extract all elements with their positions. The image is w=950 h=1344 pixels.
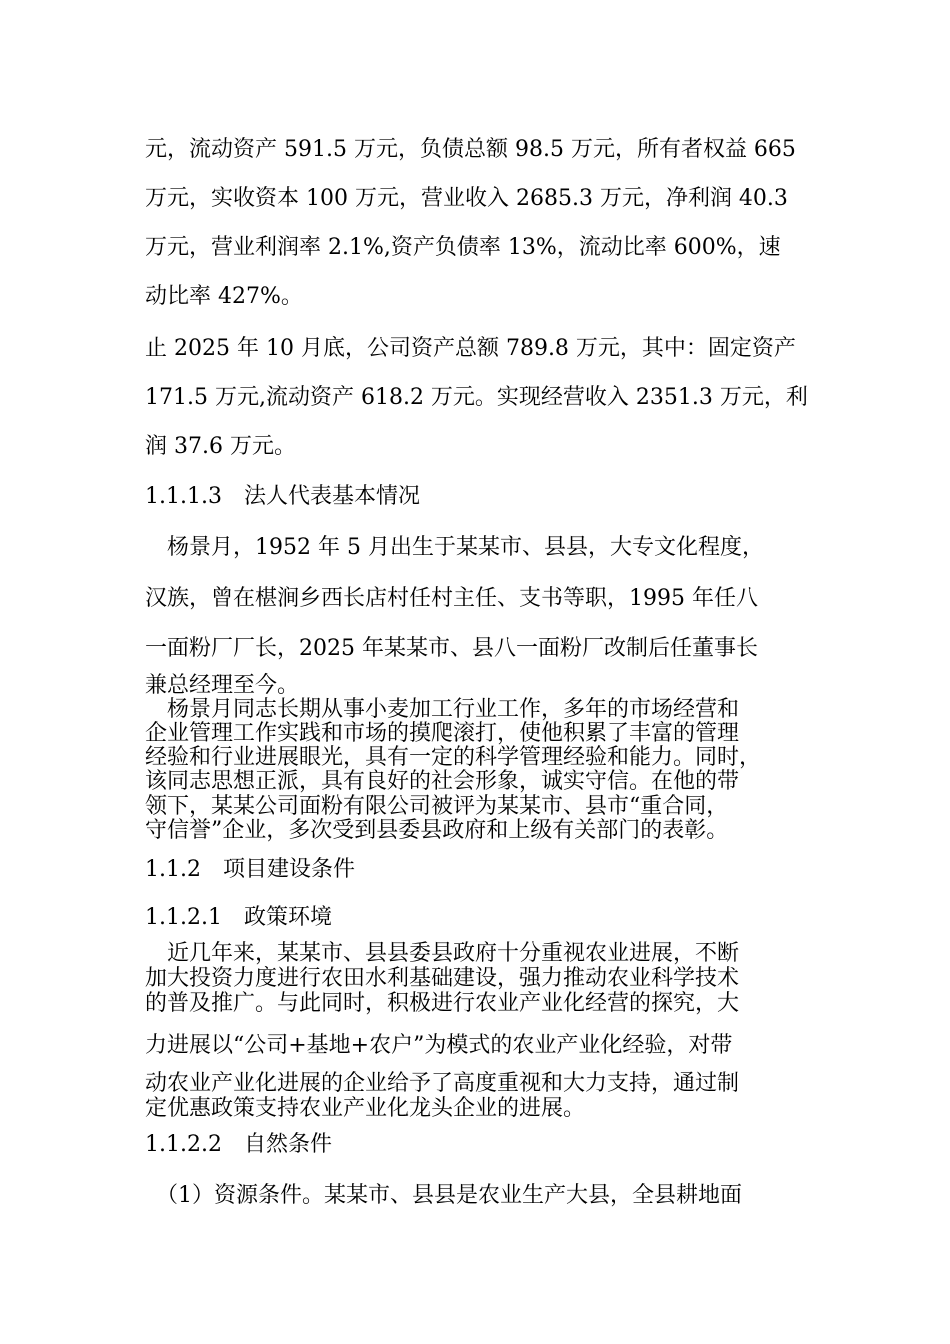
- text-line: 定优惠政策支持农业产业化龙头企业的进展。: [145, 1096, 586, 1121]
- section-heading: 1.1.2 项目建设条件: [145, 857, 355, 882]
- text-line: 动农业产业化进展的企业给予了高度重视和大力支持，通过制: [145, 1071, 740, 1096]
- text-line: 守信誉”企业，多次受到县委县政府和上级有关部门的表彰。: [145, 818, 729, 843]
- text-line: 万元，实收资本 100 万元，营业收入 2685.3 万元，净利润 40.3: [145, 186, 788, 211]
- text-line: 近几年来，某某市、县县委县政府十分重视农业进展，不断: [145, 941, 740, 966]
- text-line: 杨景月同志长期从事小麦加工行业工作，多年的市场经营和: [145, 697, 740, 722]
- text-line: 汉族，曾在椹涧乡西长店村任村主任、支书等职，1995 年任八: [145, 586, 758, 611]
- text-line: 经验和行业进展眼光，具有一定的科学管理经验和能力。同时，: [145, 745, 762, 770]
- section-heading: 1.1.1.3 法人代表基本情况: [145, 484, 420, 509]
- section-heading: 1.1.2.1 政策环境: [145, 905, 332, 930]
- text-line: 一面粉厂厂长，2025 年某某市、县八一面粉厂改制后任董事长: [145, 636, 758, 661]
- text-line: 兼总经理至今。: [145, 673, 300, 698]
- text-line: 领下，某某公司面粉有限公司被评为某某市、县市“重合同，: [145, 794, 729, 819]
- text-line: 该同志思想正派，具有良好的社会形象，诚实守信。在他的带: [145, 769, 740, 794]
- text-line: 万元，营业利润率 2.1%,资产负债率 13%，流动比率 600%，速: [145, 235, 781, 260]
- text-line: 动比率 427%。: [145, 284, 303, 309]
- text-line: （1）资源条件。某某市、县县是农业生产大县，全县耕地面: [145, 1183, 742, 1208]
- text-line: 润 37.6 万元。: [145, 434, 296, 459]
- text-line: 杨景月，1952 年 5 月出生于某某市、县县，大专文化程度，: [145, 535, 764, 560]
- section-heading: 1.1.2.2 自然条件: [145, 1132, 332, 1157]
- text-line: 的普及推广。与此同时，积极进行农业产业化经营的探究，大: [145, 991, 740, 1016]
- text-line: 止 2025 年 10 月底，公司资产总额 789.8 万元，其中：固定资产: [145, 336, 796, 361]
- text-line: 力进展以“公司+基地+农户”为模式的农业产业化经验，对带: [145, 1033, 733, 1058]
- text-line: 加大投资力度进行农田水利基础建设，强力推动农业科学技术: [145, 966, 740, 991]
- text-line: 171.5 万元,流动资产 618.2 万元。实现经营收入 2351.3 万元，利: [145, 385, 808, 410]
- text-line: 元，流动资产 591.5 万元，负债总额 98.5 万元，所有者权益 665: [145, 137, 796, 162]
- text-line: 企业管理工作实践和市场的摸爬滚打，使他积累了丰富的管理: [145, 721, 740, 746]
